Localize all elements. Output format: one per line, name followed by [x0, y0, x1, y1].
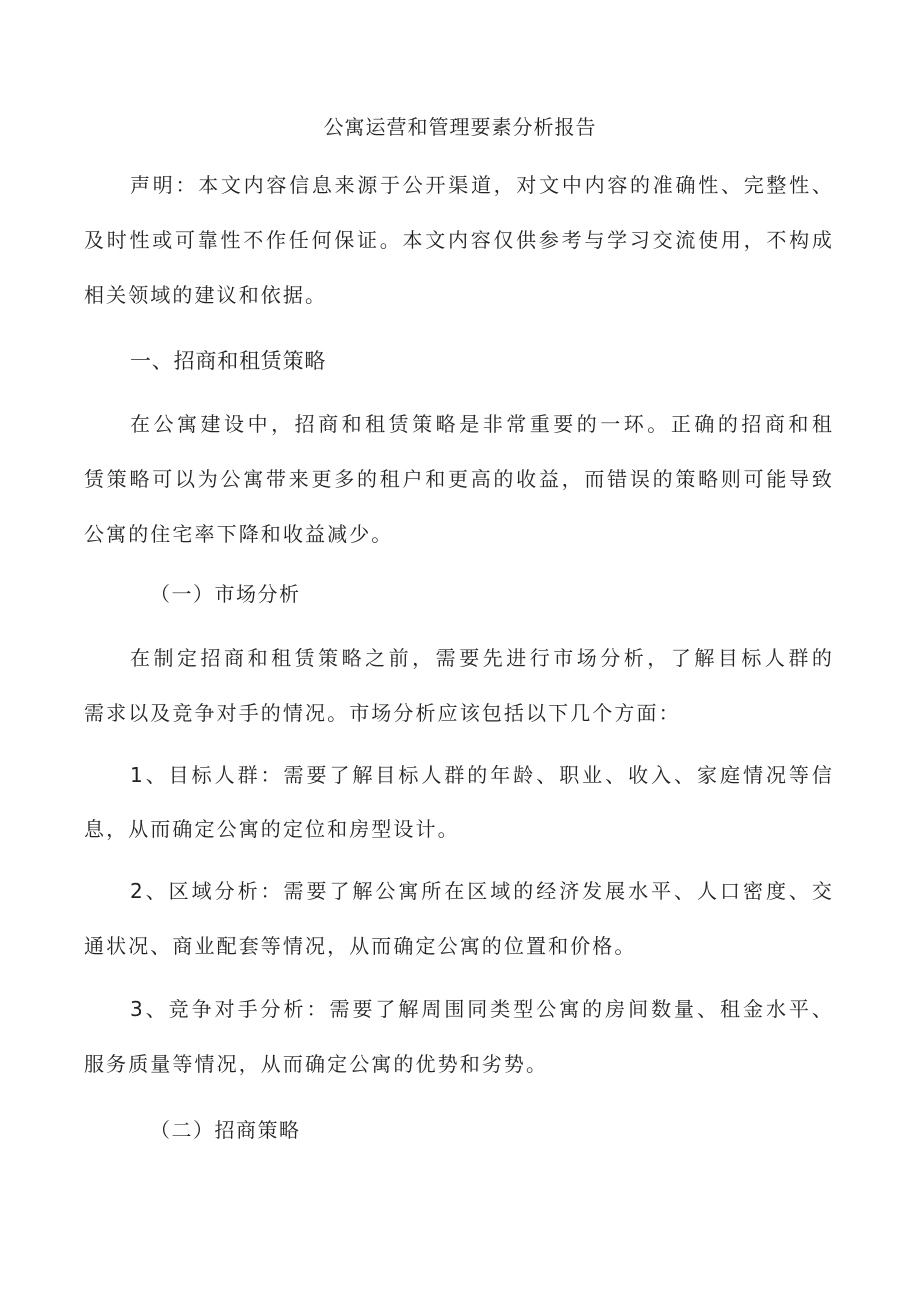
section1-paragraph-line-3: 公寓的住宅率下降和收益减少。: [84, 522, 394, 546]
list-item-2-line-1: 2、区域分析：需要了解公寓所在区域的经济发展水平、人口密度、交: [130, 879, 834, 903]
list-item-1-line-1: 1、目标人群：需要了解目标人群的年龄、职业、收入、家庭情况等信: [130, 763, 834, 787]
section1-paragraph-line-1: 在公寓建设中，招商和租赁策略是非常重要的一环。正确的招商和租: [130, 412, 834, 436]
sub1-paragraph-line-2: 需求以及竞争对手的情况。市场分析应该包括以下几个方面：: [84, 701, 681, 725]
list-item-3-line-2: 服务质量等情况，从而确定公寓的优势和劣势。: [84, 1052, 549, 1076]
list-item-2-line-2: 通状况、商业配套等情况，从而确定公寓的位置和价格。: [84, 934, 637, 958]
document-title: 公寓运营和管理要素分析报告: [323, 115, 597, 139]
disclaimer-line-1: 声明：本文内容信息来源于公开渠道，对文中内容的准确性、完整性、: [130, 173, 834, 197]
section1-paragraph-line-2: 赁策略可以为公寓带来更多的租户和更高的收益，而错误的策略则可能导致: [84, 467, 834, 491]
disclaimer-line-3: 相关领域的建议和依据。: [84, 283, 328, 307]
sub1-paragraph-line-1: 在制定招商和租赁策略之前，需要先进行市场分析，了解目标人群的: [130, 646, 834, 670]
subsection-heading-1: （一）市场分析: [150, 582, 301, 606]
disclaimer-line-2: 及时性或可靠性不作任何保证。本文内容仅供参考与学习交流使用，不构成: [84, 228, 834, 252]
list-item-3-line-1: 3、竞争对手分析：需要了解周围同类型公寓的房间数量、租金水平、: [130, 997, 834, 1021]
subsection-heading-2: （二）招商策略: [150, 1118, 301, 1142]
section-heading-1: 一、招商和租赁策略: [130, 349, 327, 373]
list-item-1-line-2: 息，从而确定公寓的定位和房型设计。: [84, 817, 460, 841]
